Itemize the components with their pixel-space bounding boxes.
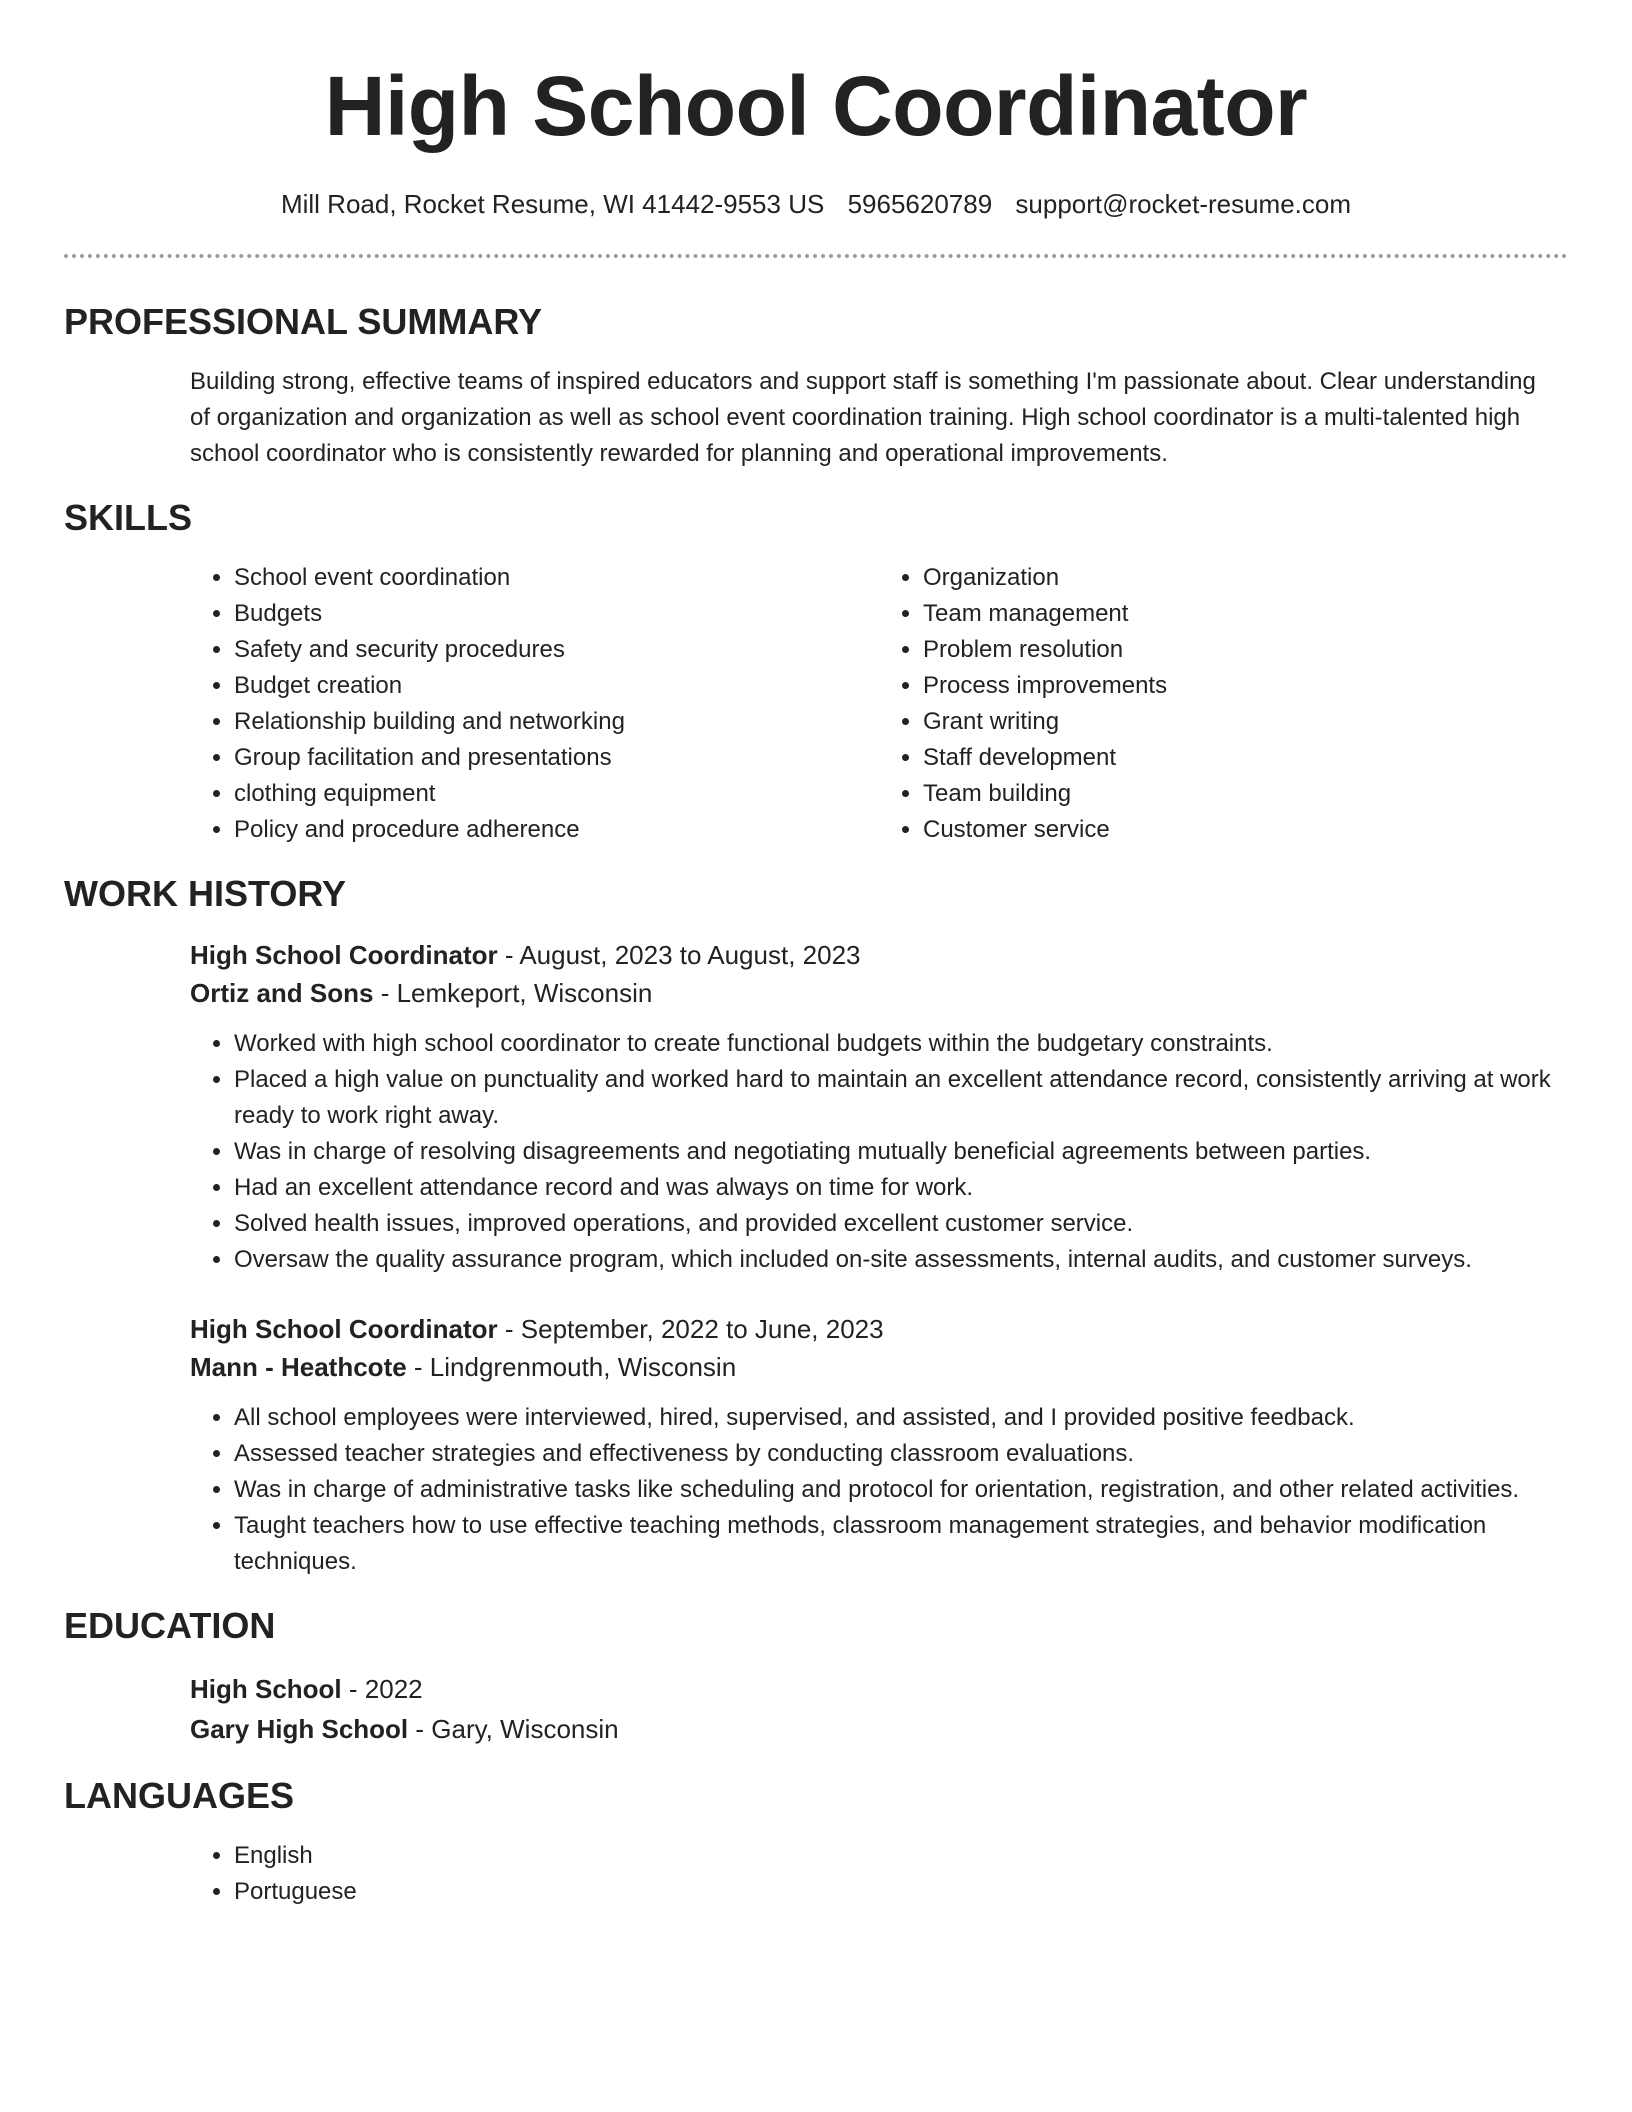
language-item: • Portuguese xyxy=(234,1874,1568,1910)
education-location: - Gary, Wisconsin xyxy=(408,1714,619,1744)
job-bullet: • Worked with high school coordinator to create functional budgets within the budgetary constraints. xyxy=(234,1026,1568,1062)
skill-item: • Budget creation xyxy=(234,668,879,704)
job-location: - Lemkeport, Wisconsin xyxy=(373,978,653,1008)
job-bullet: • Oversaw the quality assurance program, which included on-site assessments, internal audits, and customer surveys. xyxy=(234,1242,1568,1278)
languages-section xyxy=(190,1838,1568,1910)
language-item: • English xyxy=(234,1838,1568,1874)
job-dates: - September, 2022 to June, 2023 xyxy=(497,1314,884,1344)
skills-list-right xyxy=(879,560,1568,848)
job-entry xyxy=(190,936,1568,1278)
education-entry xyxy=(190,1670,1568,1748)
job-company: Mann - Heathcote xyxy=(190,1352,407,1382)
education-heading: EDUCATION xyxy=(64,1605,276,1646)
resume-name: High School Coordinator xyxy=(324,59,1308,153)
job-bullet: • Taught teachers how to use effective teaching methods, classroom management strategies, and behavior modification techniques. xyxy=(234,1508,1568,1580)
summary-heading: PROFESSIONAL SUMMARY xyxy=(64,301,543,342)
skill-item: • Team management xyxy=(923,596,1568,632)
education-school-line xyxy=(190,1710,1568,1748)
job-bullet: • Assessed teacher strategies and effectiveness by conducting classroom evaluations. xyxy=(234,1436,1568,1472)
job-dates: - August, 2023 to August, 2023 xyxy=(497,940,861,970)
job-bullet: • Was in charge of administrative tasks like scheduling and protocol for orientation, registration, and other related activities. xyxy=(234,1472,1568,1508)
skills-heading: SKILLS xyxy=(64,497,193,538)
skill-item: • Policy and procedure adherence xyxy=(234,812,879,848)
skill-item: • Safety and security procedures xyxy=(234,632,879,668)
skill-item: • Grant writing xyxy=(923,704,1568,740)
skill-item: • Customer service xyxy=(923,812,1568,848)
work-heading: WORK HISTORY xyxy=(64,873,347,914)
education-school: Gary High School xyxy=(190,1714,409,1744)
summary-text: Building strong, effective teams of inspired educators and support staff is something I'm passionate about. Clear understanding of organization and organization as well as school event coordination training. High school coordinator is a multi-talented high school coordinator who is consistently rewarded for planning and operational improvements. xyxy=(190,368,1536,467)
job-location: - Lindgrenmouth, Wisconsin xyxy=(406,1352,737,1382)
job-title-line xyxy=(190,1310,1568,1348)
contact-line xyxy=(64,188,1568,220)
job-entry xyxy=(190,1310,1568,1580)
skill-item: • Group facilitation and presentations xyxy=(234,740,879,776)
job-role: High School Coordinator xyxy=(190,1314,498,1344)
education-degree: High School xyxy=(190,1674,342,1704)
skill-item: • Process improvements xyxy=(923,668,1568,704)
skill-item: • Team building xyxy=(923,776,1568,812)
summary-section xyxy=(190,364,1568,472)
skill-item: • Relationship building and networking xyxy=(234,704,879,740)
education-year: - 2022 xyxy=(341,1674,423,1704)
job-role: High School Coordinator xyxy=(190,940,498,970)
skills-section xyxy=(190,560,1568,848)
job-bullets xyxy=(190,1026,1568,1278)
job-company: Ortiz and Sons xyxy=(190,978,374,1008)
job-company-line xyxy=(190,1348,1568,1386)
job-bullet: • Placed a high value on punctuality and worked hard to maintain an excellent attendance record, consistently arriving at work ready to work right away. xyxy=(234,1062,1568,1134)
skill-item: • School event coordination xyxy=(234,560,879,596)
skill-item: • Problem resolution xyxy=(923,632,1568,668)
contact-phone: 5965620789 xyxy=(847,189,993,219)
job-company-line xyxy=(190,974,1568,1012)
contact-email: support@rocket-resume.com xyxy=(1015,189,1352,219)
languages-list xyxy=(190,1838,1568,1910)
skill-item: • Budgets xyxy=(234,596,879,632)
job-title-line xyxy=(190,936,1568,974)
skill-item: • Staff development xyxy=(923,740,1568,776)
job-bullet: • All school employees were interviewed, hired, supervised, and assisted, and I provided positive feedback. xyxy=(234,1400,1568,1436)
skill-item: • clothing equipment xyxy=(234,776,879,812)
skill-item: • Organization xyxy=(923,560,1568,596)
job-bullet: • Solved health issues, improved operations, and provided excellent customer service. xyxy=(234,1206,1568,1242)
contact-address: Mill Road, Rocket Resume, WI 41442-9553 US xyxy=(280,189,825,219)
header-divider xyxy=(64,254,1568,258)
education-degree-line xyxy=(190,1670,1568,1708)
languages-heading: LANGUAGES xyxy=(64,1775,295,1816)
job-bullet: • Had an excellent attendance record and was always on time for work. xyxy=(234,1170,1568,1206)
job-bullets xyxy=(190,1400,1568,1580)
job-bullet: • Was in charge of resolving disagreements and negotiating mutually beneficial agreements between parties. xyxy=(234,1134,1568,1170)
skills-list-left xyxy=(190,560,879,848)
